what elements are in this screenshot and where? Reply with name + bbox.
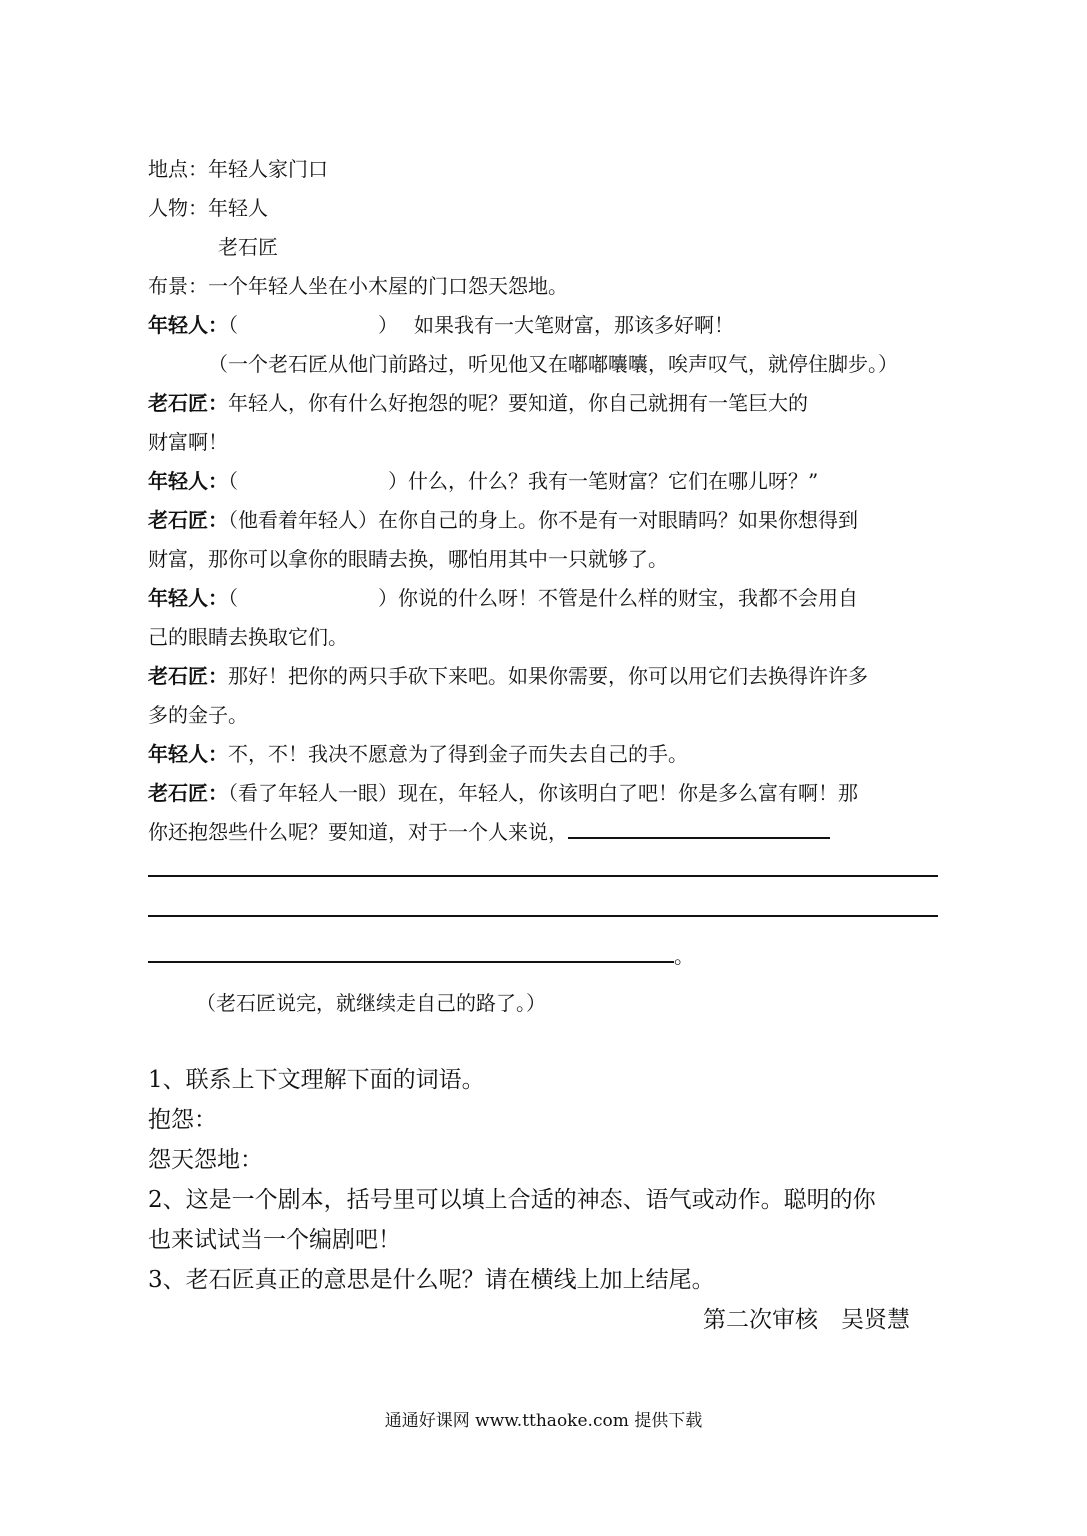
dialogue-text: 不，不！我决不愿意为了得到金子而失去自己的手。	[228, 742, 688, 766]
dialogue-line-3	[148, 462, 938, 501]
stage-direction-2: （老石匠说完，就继续走自己的路了。）	[196, 991, 546, 1015]
dialogue-line-4	[148, 501, 938, 540]
dialogue-line-7	[148, 735, 938, 774]
dialogue-text: （他看着年轻人）在你自己的身上。你不是有一对眼睛吗？如果你想得到	[228, 508, 858, 532]
speaker-label: 年轻人：	[148, 469, 228, 493]
dialogue-line-2-cont: 财富啊！	[148, 430, 228, 454]
dialogue-text: 年轻人，你有什么好抱怨的呢？要知道，你自己就拥有一笔巨大的	[228, 391, 808, 415]
close-paren: ）	[388, 469, 408, 493]
review-signature: 第二次审核 吴贤慧	[703, 1307, 910, 1333]
dialogue-text: 那好！把你的两只手砍下来吧。如果你需要，你可以用它们去换得许许多	[228, 664, 868, 688]
footer-credit: 通通好课网 www.tthaoke.com 提供下载	[384, 1411, 703, 1431]
character-line-2: 老石匠	[218, 235, 278, 259]
dialogue-line-2	[148, 384, 938, 423]
dialogue-line-5	[148, 579, 938, 618]
word-2: 怨天怨地：	[148, 1147, 263, 1173]
stage-direction-1: （一个老石匠从他门前路过，听见他又在嘟嘟囔囔，唉声叹气，就停住脚步。）	[208, 352, 898, 376]
speaker-label: 老石匠：	[148, 781, 228, 805]
dialogue-text: 你说的什么呀！不管是什么样的财宝，我都不会用自	[398, 586, 858, 610]
worksheet-body	[148, 150, 938, 1340]
question-1: 1、联系上下文理解下面的词语。	[148, 1067, 485, 1093]
answer-rule-3-line	[148, 937, 938, 976]
dialogue-line-1	[148, 306, 938, 345]
dialogue-line-8-cont	[148, 813, 938, 852]
answer-underline[interactable]	[148, 957, 674, 963]
speaker-label: 年轻人：	[148, 313, 228, 337]
speaker-label: 老石匠：	[148, 508, 228, 532]
question-3: 3、老石匠真正的意思是什么呢？请在横线上加上结尾。	[148, 1267, 715, 1293]
speaker-label: 年轻人：	[148, 586, 228, 610]
dialogue-line-5-cont: 己的眼睛去换取它们。	[148, 625, 348, 649]
word-1: 抱怨：	[148, 1107, 217, 1133]
dialogue-text: （看了年轻人一眼）现在，年轻人，你该明白了吧！你是多么富有啊！那	[228, 781, 858, 805]
dialogue-line-6	[148, 657, 938, 696]
open-paren: （	[228, 586, 238, 610]
question-2: 2、这是一个剧本，括号里可以填上合适的神态、语气或动作。聪明的你	[148, 1187, 876, 1213]
open-paren: （	[228, 313, 238, 337]
dialogue-text: 如果我有一大笔财富，那该多好啊！	[414, 313, 734, 337]
characters-line: 人物：年轻人	[148, 196, 268, 220]
setting-line: 布景：一个年轻人坐在小木屋的门口怨天怨地。	[148, 274, 568, 298]
close-paren: ）	[378, 586, 398, 610]
place-line: 地点：年轻人家门口	[148, 157, 328, 181]
question-2-cont: 也来试试当一个编剧吧！	[148, 1227, 401, 1253]
dialogue-text: 什么，什么？我有一笔财富？它们在哪儿呀？”	[408, 469, 819, 493]
dialogue-line-6-cont: 多的金子。	[148, 703, 248, 727]
dialogue-line-4-cont: 财富，那你可以拿你的眼睛去换，哪怕用其中一只就够了。	[148, 547, 668, 571]
speaker-label: 年轻人：	[148, 742, 228, 766]
end-period: 。	[674, 944, 694, 968]
close-paren: ）	[378, 313, 398, 337]
open-paren: （	[228, 469, 238, 493]
speaker-label: 老石匠：	[148, 391, 228, 415]
speaker-label: 老石匠：	[148, 664, 228, 688]
dialogue-text: 你还抱怨些什么呢？要知道，对于一个人来说，	[148, 820, 568, 844]
dialogue-line-8	[148, 774, 938, 813]
answer-underline[interactable]	[568, 833, 830, 839]
